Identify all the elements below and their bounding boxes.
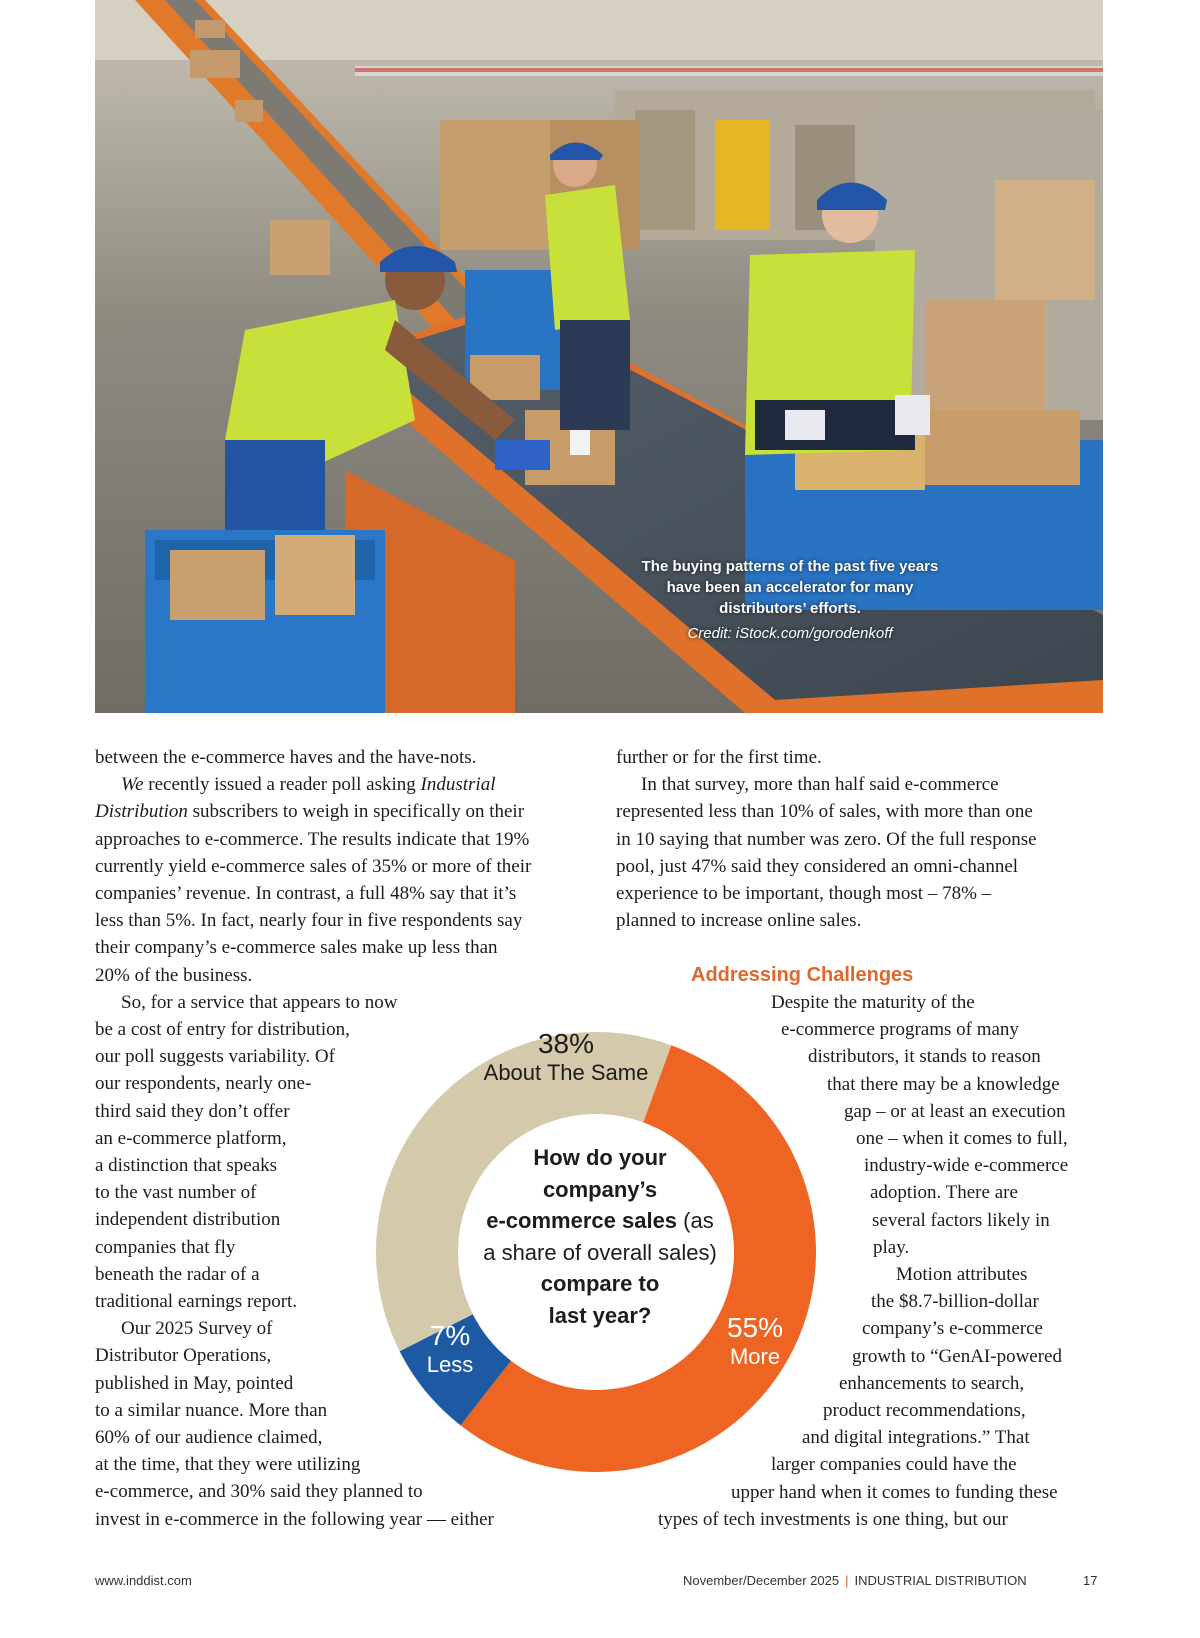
text-run: subscribers to weigh in specifically on their: [187, 801, 525, 823]
slice-label-less: [400, 1320, 500, 1378]
text-run: 20% of the business.: [95, 964, 253, 986]
body-text-line: [95, 1424, 322, 1451]
italic-text: Industrial: [420, 774, 496, 796]
body-text-line: [95, 1179, 256, 1206]
body-text-line: types of tech investments is one thing, but our: [658, 1508, 1008, 1530]
body-text-line: [95, 962, 252, 989]
text-run: be a cost of entry for distribution,: [95, 1019, 350, 1040]
chart-question-line: [465, 1300, 735, 1332]
body-text-line: gap – or at least an execution: [844, 1100, 1066, 1122]
body-text-line: [95, 1043, 335, 1070]
body-text-line: distributors, it stands to reason: [808, 1046, 1041, 1068]
chart-question: [465, 1142, 735, 1331]
body-text-line: [95, 1234, 235, 1261]
text-run: traditional earnings report.: [95, 1291, 298, 1312]
text-run: our poll suggests variability. Of: [95, 1046, 335, 1068]
body-text-line: [95, 1261, 260, 1288]
photo-credit: Credit: iStock.com/gorodenkoff: [687, 625, 893, 642]
question-bold-text: compare to: [540, 1271, 660, 1296]
body-text-line: [121, 771, 495, 798]
page-number: 17: [1083, 1573, 1098, 1588]
text-run: Our 2025 Survey of: [121, 1318, 273, 1340]
body-text-line: product recommendations,: [823, 1400, 1026, 1421]
footer-separator: |: [845, 1573, 849, 1588]
warehouse-illustration: [95, 0, 1103, 713]
text-run: e-commerce, and 30% said they planned to: [95, 1481, 423, 1503]
text-run: their company’s e-commerce sales make up less than: [95, 937, 498, 959]
text-run: recently issued a reader poll asking: [143, 774, 421, 796]
slice-percent-more: 55%: [726, 1312, 784, 1343]
body-text-line: [95, 1342, 271, 1369]
body-text-line: growth to “GenAI-powered: [852, 1345, 1062, 1367]
body-text-line: [95, 826, 529, 853]
text-run: to a similar nuance. More than: [95, 1399, 328, 1421]
body-text-line: [95, 1206, 280, 1233]
footer-issue: November/December 2025: [683, 1573, 840, 1588]
body-text-line: play.: [873, 1236, 910, 1258]
text-run: third said they don’t offer: [95, 1100, 290, 1122]
footer-site[interactable]: www.inddist.com: [95, 1573, 192, 1588]
body-text-line: [95, 880, 516, 907]
chart-question-line: [465, 1205, 735, 1237]
chart-question-line: [465, 1268, 735, 1300]
body-text-line: [95, 1370, 293, 1397]
body-text-line: and digital integrations.” That: [802, 1427, 1030, 1449]
text-run: 60% of our audience claimed,: [95, 1427, 323, 1448]
body-text-line: further or for the first time.: [616, 747, 822, 768]
body-text-line: experience to be important, though most – 78% –: [616, 883, 992, 904]
text-run: to the vast number of: [95, 1182, 257, 1204]
question-normal-text: a share of overall sales): [483, 1239, 717, 1265]
slice-percent-same: 38%: [537, 1028, 595, 1059]
body-text-line: several factors likely in: [872, 1209, 1050, 1231]
question-bold-text: last year?: [548, 1302, 652, 1328]
text-run: a distinction that speaks: [95, 1155, 278, 1176]
text-run: at the time, that they were utilizing: [95, 1454, 361, 1476]
body-text-line: planned to increase online sales.: [616, 910, 862, 932]
slice-percent-less: 7%: [429, 1320, 471, 1351]
body-text-line: [121, 989, 397, 1016]
body-text-line: [95, 1506, 494, 1533]
body-text-line: [95, 1125, 286, 1152]
question-normal-text: (as: [677, 1208, 714, 1233]
body-text-line: [95, 1478, 423, 1505]
body-text-line: [95, 1152, 277, 1179]
body-text-line: [95, 1397, 327, 1424]
text-run: So, for a service that appears to now: [121, 991, 398, 1013]
question-bold-text: company’s: [542, 1176, 658, 1202]
body-text-line: [95, 1070, 311, 1097]
body-text-line: Despite the maturity of the: [771, 992, 975, 1013]
chart-question-line: [465, 1174, 735, 1206]
slice-name-less: Less: [426, 1352, 474, 1377]
italic-text: We: [121, 774, 144, 796]
body-text-line: pool, just 47% said they considered an omni-channel: [616, 855, 1019, 877]
body-text-line: industry-wide e-commerce: [864, 1155, 1069, 1177]
body-text-line: larger companies could have the: [771, 1454, 1017, 1476]
slice-name-same: About The Same: [483, 1060, 649, 1085]
body-text-line: that there may be a knowledge: [827, 1073, 1060, 1095]
body-text-line: [121, 1315, 272, 1342]
slice-label-same: [466, 1028, 666, 1086]
slice-name-more: More: [729, 1344, 781, 1369]
text-run: currently yield e-commerce sales of 35% or more of their: [95, 855, 532, 877]
body-text-line: enhancements to search,: [839, 1372, 1025, 1394]
body-text-line: the $8.7-billion-dollar: [871, 1291, 1039, 1313]
text-run: companies that fly: [95, 1236, 236, 1258]
body-text-line: in 10 saying that number was zero. Of the full response: [616, 828, 1037, 850]
text-run: independent distribution: [95, 1209, 281, 1231]
body-text-line: one – when it comes to full,: [856, 1128, 1068, 1149]
body-text-line: Motion attributes: [896, 1264, 1028, 1285]
body-text-line: [95, 1016, 350, 1043]
body-text-line: e-commerce programs of many: [781, 1019, 1019, 1041]
body-text-line: [95, 1451, 360, 1478]
footer-issue-line: [683, 1573, 1027, 1588]
body-text-line: [95, 934, 498, 961]
text-run: our respondents, nearly one-: [95, 1073, 312, 1095]
text-run: an e-commerce platform,: [95, 1127, 287, 1149]
text-run: published in May, pointed: [95, 1372, 294, 1394]
italic-text: Distribution: [95, 801, 188, 823]
body-text-line: upper hand when it comes to funding these: [731, 1481, 1058, 1503]
hero-photo: [95, 0, 1103, 713]
text-run: Distributor Operations,: [95, 1345, 272, 1367]
chart-question-line: [465, 1237, 735, 1269]
body-text-line: [95, 853, 531, 880]
question-bold-text: e-commerce sales: [486, 1208, 678, 1233]
body-text-line: [95, 1288, 297, 1315]
body-text-line: company’s e-commerce: [862, 1318, 1043, 1340]
caption-text: The buying patterns of the past five years have been an accelerator for many distributors’ efforts.: [641, 558, 939, 617]
footer-publication: INDUSTRIAL DISTRIBUTION: [854, 1573, 1027, 1588]
text-run: approaches to e-commerce. The results indicate that 19%: [95, 828, 530, 850]
body-text-line: [95, 744, 476, 771]
question-bold-text: How do your: [533, 1145, 667, 1170]
body-text-line: adoption. There are: [870, 1182, 1018, 1204]
text-run: between the e-commerce haves and the have-nots.: [95, 747, 477, 768]
text-run: companies’ revenue. In contrast, a full 48% say that it’s: [95, 883, 517, 904]
body-text-line: In that survey, more than half said e-commerce: [641, 774, 999, 796]
chart-question-line: [465, 1142, 735, 1174]
text-run: invest in e-commerce in the following year — either: [95, 1508, 494, 1530]
text-run: less than 5%. In fact, nearly four in five respondents say: [95, 910, 523, 932]
text-run: beneath the radar of a: [95, 1263, 260, 1285]
photo-caption: [640, 556, 940, 644]
body-text-line: represented less than 10% of sales, with more than one: [616, 801, 1033, 823]
body-text-line: [95, 1098, 290, 1125]
section-subhead: Addressing Challenges: [691, 964, 914, 986]
body-text-line: [95, 907, 522, 934]
slice-label-more: [700, 1312, 810, 1370]
body-text-line: [95, 798, 524, 825]
